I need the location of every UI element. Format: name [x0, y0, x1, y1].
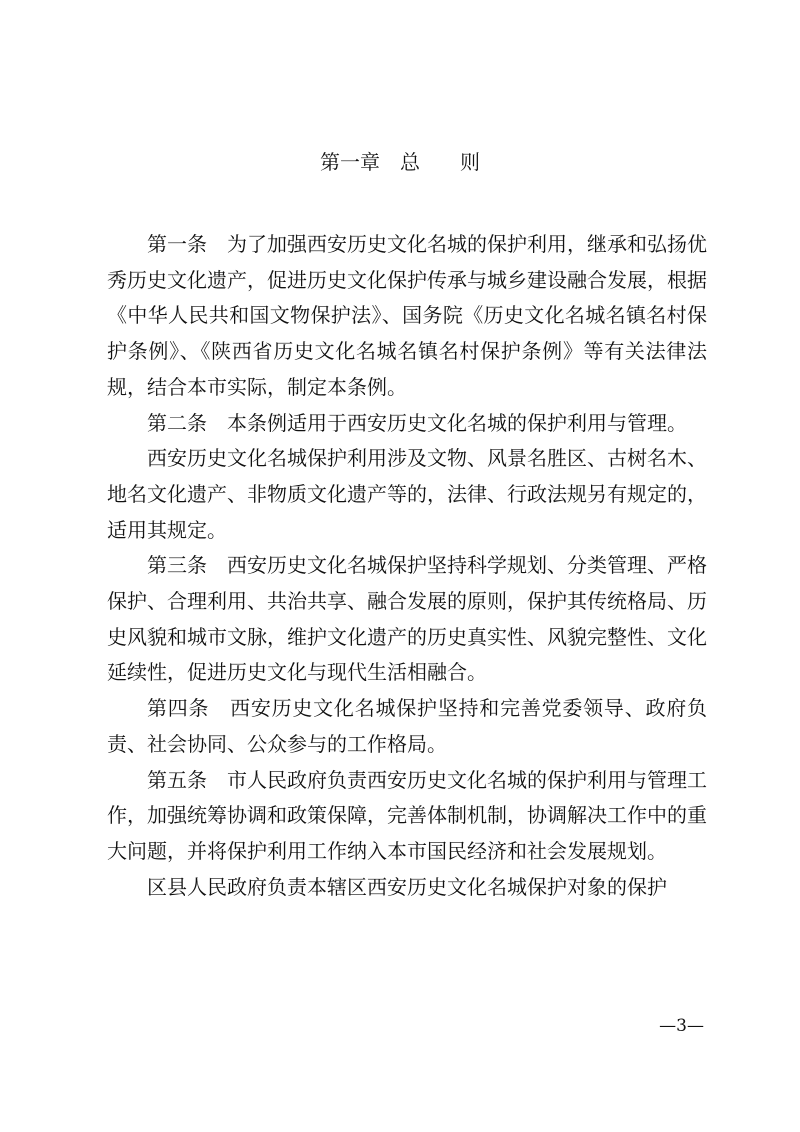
article-text: 西安历史文化名城保护坚持科学规划、分类管理、严格保护、合理利用、共治共享、融合发展的原则，保护其传统格局、历史风貌和城市文脉，维护文化遗产的历史真实性、风貌完整性、文化延续性，促进历史文化与现代生活相融合。	[107, 553, 707, 685]
paragraph-article-2	[107, 406, 707, 442]
paragraph-article-5	[107, 763, 707, 870]
article-text: 区县人民政府负责本辖区西安历史文化名城保护对象的保护	[147, 874, 667, 899]
paragraph-article-4	[107, 691, 707, 762]
article-number: 第一条	[147, 232, 227, 256]
page-number: —3—	[659, 1016, 704, 1036]
article-text: 本条例适用于西安历史文化名城的保护利用与管理。	[227, 410, 687, 435]
article-number: 第三条	[147, 553, 227, 578]
paragraph-article-2-clause-2	[107, 441, 707, 548]
article-text: 西安历史文化名城保护坚持和完善党委领导、政府负责、社会协同、公众参与的工作格局。	[107, 696, 708, 756]
article-text: 市人民政府负责西安历史文化名城的保护利用与管理工作，加强统筹协调和政策保障，完善体制机制，协调解决工作中的重大问题，并将保护利用工作纳入本市国民经济和社会发展规划。	[107, 767, 707, 863]
article-text: 西安历史文化名城保护利用涉及文物、风景名胜区、古树名木、地名文化遗产、非物质文化遗产等的，法律、行政法规另有规定的，适用其规定。	[107, 446, 707, 542]
article-number: 第四条	[147, 696, 231, 721]
paragraph-article-3	[107, 548, 707, 691]
paragraph-article-5-clause-2	[107, 870, 707, 906]
article-number: 第五条	[147, 767, 227, 792]
body-text	[107, 227, 707, 905]
article-text: 为了加强西安历史文化名城的保护利用，继承和弘扬优秀历史文化遗产，促进历史文化保护传承与城乡建设融合发展，根据《中华人民共和国文物保护法》、国务院《历史文化名城名镇名村保护条例》、《陕西省历史文化名城名镇名村保护条例》等有关法律法规，结合本市实际，制定本条例。	[107, 232, 707, 399]
chapter-title: 第一章 总 则	[320, 150, 480, 174]
article-number: 第二条	[147, 410, 227, 435]
paragraph-article-1	[107, 227, 707, 406]
